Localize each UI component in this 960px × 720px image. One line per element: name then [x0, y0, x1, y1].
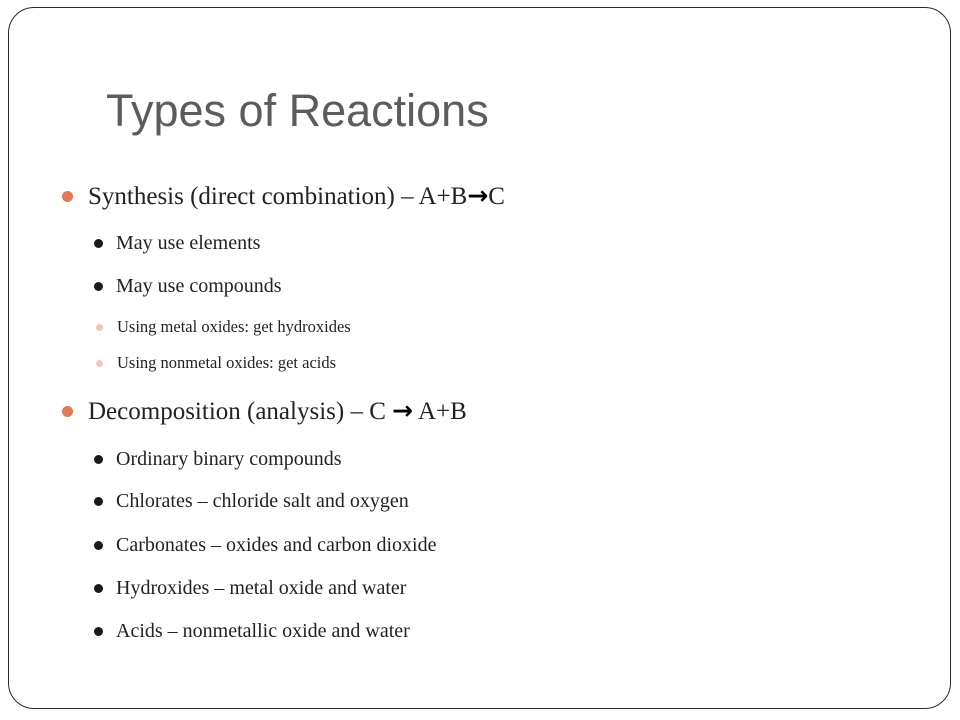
- sub-sub-bullet-nonmetal-oxides: [117, 353, 336, 373]
- bullet-dot-icon: [96, 324, 103, 331]
- slide-title: Types of Reactions: [106, 85, 489, 136]
- bullet-text: Decomposition (analysis) – C: [88, 398, 393, 425]
- bullet-dot-icon: [62, 406, 73, 417]
- bullet-dot-icon: [96, 360, 103, 367]
- bullet-text: Ordinary binary compounds: [116, 448, 342, 470]
- sub-bullet-elements: [116, 231, 260, 255]
- bullet-dot-icon: [94, 455, 103, 464]
- bullet-dot-icon: [94, 584, 103, 593]
- bullet-text: Using metal oxides: get hydroxides: [117, 317, 351, 336]
- sub-bullet-acids: [116, 619, 410, 643]
- sub-bullet-hydroxides: [116, 576, 406, 600]
- bullet-synthesis: [88, 181, 505, 212]
- sub-bullet-carbonates: [116, 533, 436, 557]
- bullet-dot-icon: [94, 497, 103, 506]
- bullet-dot-icon: [94, 239, 103, 248]
- bullet-text: May use compounds: [116, 275, 282, 297]
- sub-bullet-compounds: [116, 274, 282, 298]
- bullet-text: Synthesis (direct combination) – A+B: [88, 183, 468, 210]
- bullet-text: Acids – nonmetallic oxide and water: [116, 620, 410, 642]
- right-arrow-icon: →: [467, 181, 489, 210]
- bullet-text: Chlorates – chloride salt and oxygen: [116, 490, 409, 512]
- bullet-dot-icon: [62, 191, 73, 202]
- bullet-dot-icon: [94, 627, 103, 636]
- bullet-text: Using nonmetal oxides: get acids: [117, 353, 337, 372]
- bullet-text: Carbonates – oxides and carbon dioxide: [116, 534, 437, 556]
- bullet-text-tail: C: [488, 183, 505, 210]
- bullet-decomposition: [88, 396, 467, 427]
- sub-bullet-chlorates: [116, 489, 409, 513]
- bullet-dot-icon: [94, 541, 103, 550]
- bullet-dot-icon: [94, 282, 103, 291]
- sub-sub-bullet-metal-oxides: [117, 317, 351, 337]
- bullet-text: May use elements: [116, 232, 261, 254]
- bullet-text-tail: A+B: [413, 398, 467, 425]
- sub-bullet-binary-compounds: [116, 447, 342, 471]
- right-arrow-icon: →: [392, 396, 414, 425]
- bullet-text: Hydroxides – metal oxide and water: [116, 577, 407, 599]
